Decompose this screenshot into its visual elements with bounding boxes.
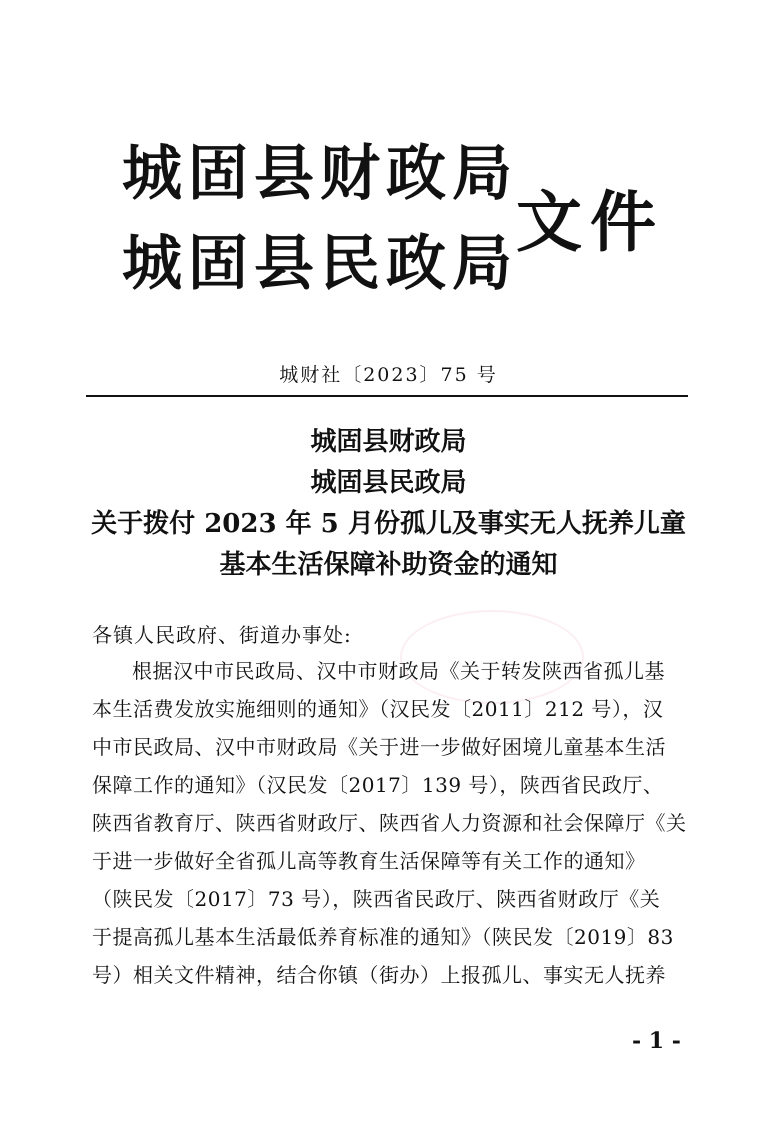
body-line: 中市民政局、汉中市财政局《关于进一步做好困境儿童基本生活 — [92, 735, 666, 759]
body-line: 陕西省教育厅、陕西省财政厅、陕西省人力资源和社会保障厅《关 — [92, 811, 687, 835]
issuer-line-1: 城固县财政局 — [122, 139, 518, 209]
issuer-line-2: 城固县民政局 — [122, 229, 518, 299]
header-divider — [86, 395, 688, 397]
title-line-1: 城固县财政局 — [310, 427, 467, 457]
body-line: 保障工作的通知》（汉民发〔2017〕139 号），陕西省民政厅、 — [92, 773, 664, 797]
body-line: 号）相关文件精神，结合你镇（街办）上报孤儿、事实无人抚养 — [92, 963, 666, 987]
title-line-2: 城固县民政局 — [310, 468, 467, 498]
salutation: 各镇人民政府、街道办事处: — [92, 623, 352, 647]
doc-type-word: 文件 — [516, 183, 664, 261]
body-line: 于提高孤儿基本生活最低养育标准的通知》（陕民发〔2019〕83 — [92, 925, 674, 949]
body-line: 于进一步做好全省孤儿高等教育生活保障等有关工作的通知》 — [92, 849, 646, 873]
body-line: （陕民发〔2017〕73 号），陕西省民政厅、陕西省财政厅《关 — [92, 887, 661, 911]
document-number: 城财社〔2023〕75 号 — [279, 364, 498, 386]
body-line: 根据汉中市民政局、汉中市财政局《关于转发陕西省孤儿基 — [132, 659, 665, 683]
body-line: 本生活费发放实施细则的通知》（汉民发〔2011〕212 号），汉 — [92, 697, 664, 721]
title-line-4: 基本生活保障补助资金的通知 — [219, 550, 558, 580]
page-number: - 1 - — [632, 1028, 681, 1054]
title-line-3: 关于拨付 2023 年 5 月份孤儿及事实无人抚养儿童 — [91, 509, 686, 539]
